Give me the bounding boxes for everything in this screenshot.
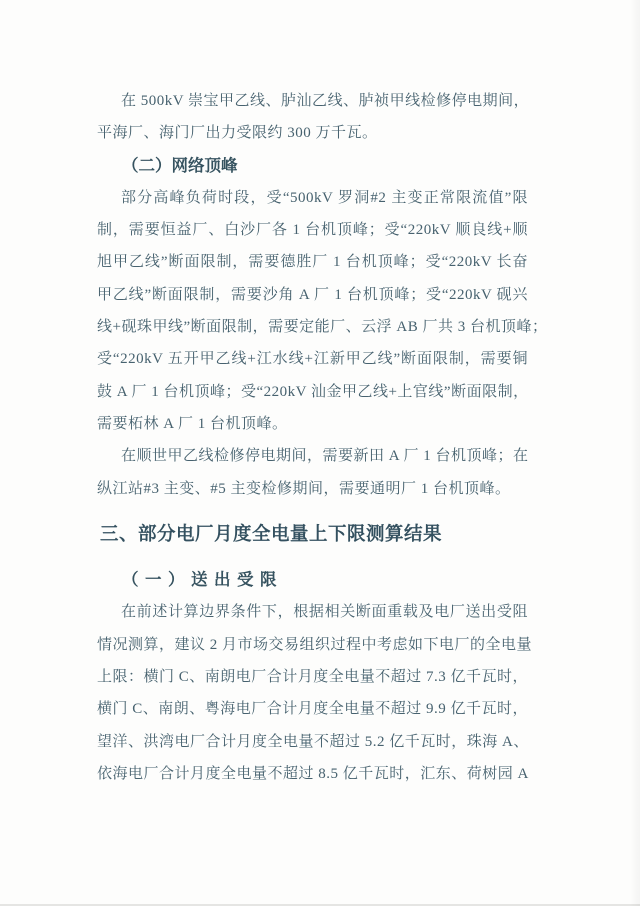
paragraph4-line3: 上限：横门 C、南朗电厂合计月度全电量不超过 7.3 亿千瓦时，: [97, 669, 529, 686]
paragraph2-line8: 需要柘林 A 厂 1 台机顶峰。: [97, 415, 288, 432]
paragraph3-line2: 纵江站#3 主变、#5 主变检修期间，需要通明厂 1 台机顶峰。: [97, 480, 511, 497]
document-text-block: [97, 85, 548, 790]
paragraph2-line2: 制，需要恒益厂、白沙厂各 1 台机顶峰；受“220kV 顺良线+顺: [97, 222, 528, 239]
paragraph1-line1: 在 500kV 崇宝甲乙线、胪汕乙线、胪祯甲线检修停电期间，: [121, 93, 530, 109]
paragraph1-line2: 平海厂、海门厂出力受限约 300 万千瓦。: [97, 125, 378, 142]
paragraph4-line4: 横门 C、南朗、粤海电厂合计月度全电量不超过 9.9 亿千瓦时，: [97, 701, 529, 718]
paragraph4-line1: 在前述计算边界条件下，根据相关断面重载及电厂送出受阻: [121, 604, 528, 621]
section-heading-output-restricted: （一）送出受限: [122, 570, 283, 590]
paragraph2-line5: 线+砚珠甲线”断面限制，需要定能厂、云浮 AB 厂共 3 台机顶峰；: [97, 319, 548, 336]
paragraph3-line1: 在顺世甲乙线检修停电期间，需要新田 A 厂 1 台机顶峰；在: [121, 448, 529, 465]
section-heading-network-peak: （二）网络顶峰: [122, 155, 238, 175]
paragraph4-line6: 依海电厂合计月度全电量不超过 8.5 亿千瓦时，汇东、荷树园 A: [97, 765, 529, 782]
paragraph2-line3: 旭甲乙线”断面限制，需要德胜厂 1 台机顶峰；受“220kV 长奋: [97, 254, 528, 271]
paragraph4-line5: 望洋、洪湾电厂合计月度全电量不超过 5.2 亿千瓦时，珠海 A、: [97, 733, 529, 750]
paragraph2-line4: 甲乙线”断面限制，需要沙角 A 厂 1 台机顶峰；受“220kV 砚兴: [97, 286, 528, 303]
paragraph4-line2: 情况测算，建议 2 月市场交易组织过程中考虑如下电厂的全电量: [97, 636, 533, 653]
section-heading-monthly-energy-limits: 三、部分电厂月度全电量上下限测算结果: [100, 524, 443, 545]
paragraph2-line6: 受“220kV 五开甲乙线+江水线+江新甲乙线”断面限制，需要铜: [97, 351, 528, 368]
paragraph2-line7: 鼓 A 厂 1 台机顶峰；受“220kV 汕金甲乙线+上官线”断面限制，: [97, 383, 529, 400]
paragraph2-line1: 部分高峰负荷时段，受“500kV 罗洞#2 主变正常限流值”限: [121, 189, 528, 206]
